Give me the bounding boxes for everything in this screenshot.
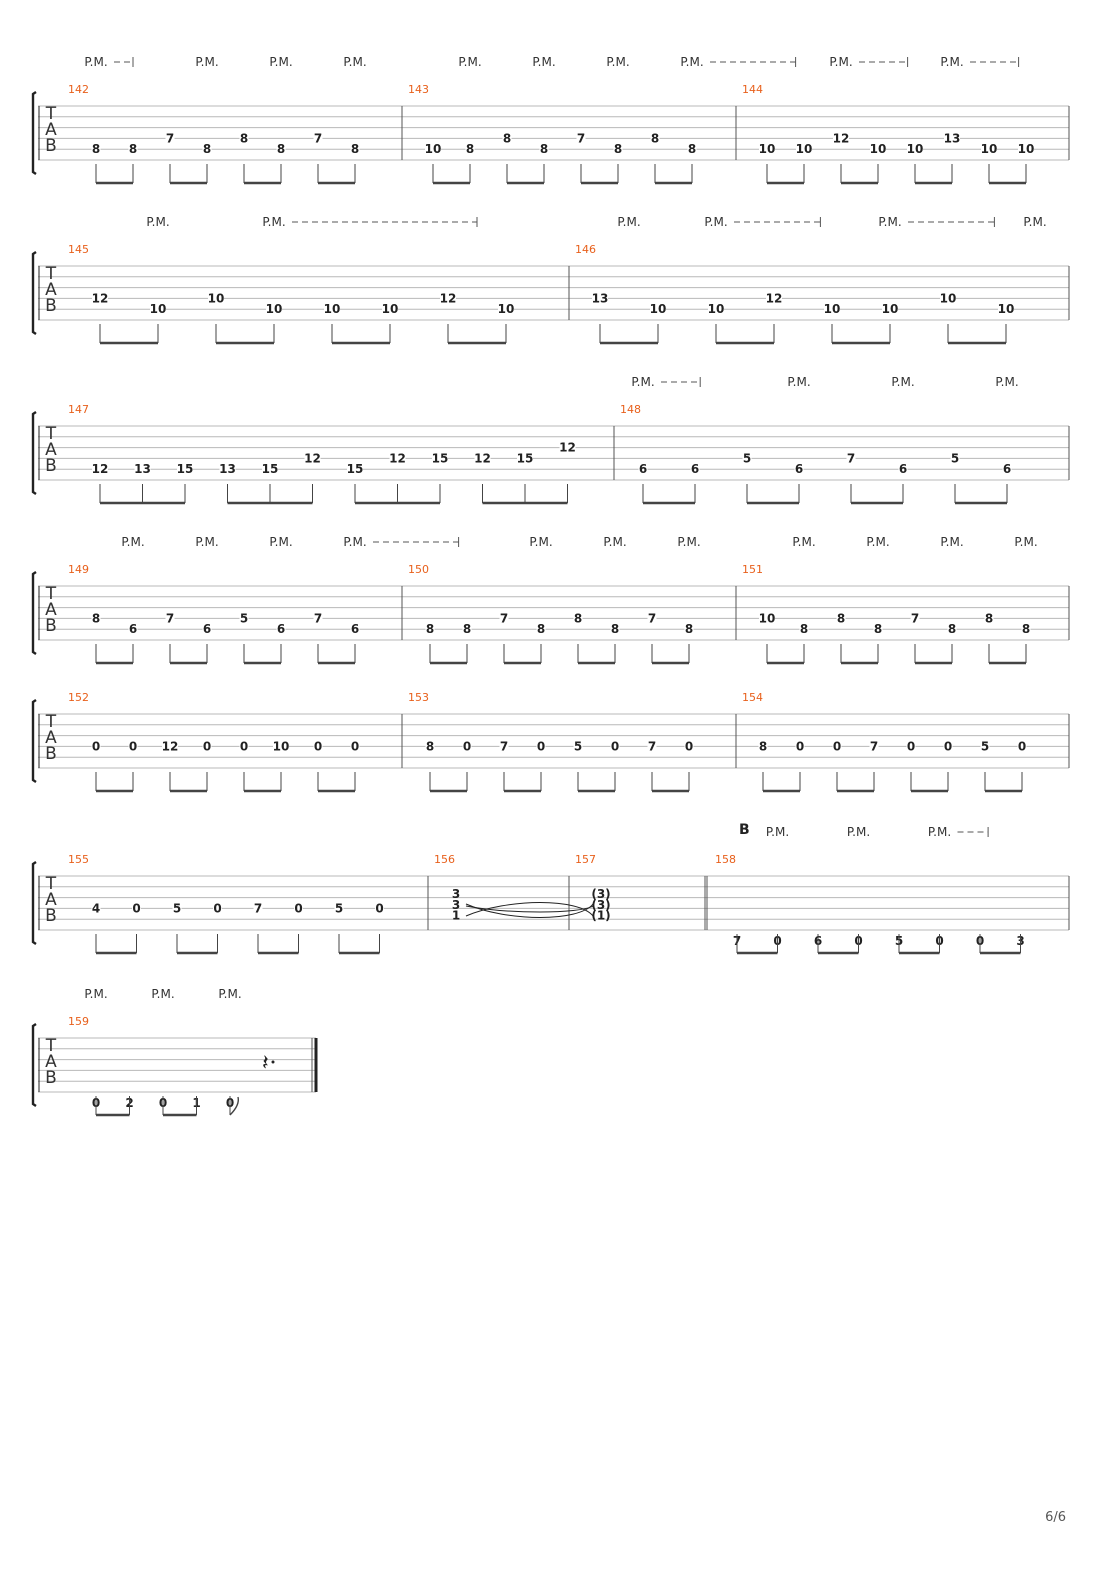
chord-note: (1) bbox=[591, 908, 611, 923]
bar-number: 152 bbox=[68, 691, 89, 704]
palm-mute-label: P.M. bbox=[218, 987, 242, 1001]
bar-number: 143 bbox=[408, 83, 429, 96]
fret-number: 7 bbox=[576, 131, 586, 146]
fret-number: 8 bbox=[836, 611, 846, 626]
system-bracket bbox=[33, 700, 36, 782]
fret-number: 6 bbox=[690, 462, 700, 477]
fret-number: 8 bbox=[758, 739, 768, 754]
fret-number: 0 bbox=[128, 739, 138, 754]
palm-mute-label: P.M. bbox=[269, 535, 293, 549]
fret-number: 8 bbox=[613, 142, 623, 157]
fret-number: 15 bbox=[346, 462, 364, 477]
fret-number: 0 bbox=[832, 739, 842, 754]
palm-mute-label: P.M. bbox=[878, 215, 902, 229]
fret-number: 5 bbox=[980, 739, 990, 754]
fret-number: 8 bbox=[128, 142, 138, 157]
fret-number: 6 bbox=[813, 933, 823, 948]
fret-number: 5 bbox=[894, 933, 904, 948]
tab-clef-letter: A bbox=[45, 600, 57, 620]
fret-number: 10 bbox=[758, 611, 776, 626]
fret-number: 0 bbox=[943, 739, 953, 754]
fret-number: 8 bbox=[610, 622, 620, 637]
tab-clef-letter: T bbox=[45, 264, 57, 284]
fret-number: 5 bbox=[573, 739, 583, 754]
fret-number: 10 bbox=[758, 142, 776, 157]
fret-number: 0 bbox=[132, 901, 141, 916]
palm-mute-label: P.M. bbox=[84, 987, 108, 1001]
palm-mute-label: P.M. bbox=[84, 55, 108, 69]
fret-number: 10 bbox=[906, 142, 924, 157]
system-bracket bbox=[33, 412, 36, 494]
fret-number: 7 bbox=[846, 451, 856, 466]
fret-number: 15 bbox=[431, 451, 449, 466]
bar-number: 158 bbox=[715, 853, 736, 866]
fret-number: 8 bbox=[350, 142, 360, 157]
fret-number: 0 bbox=[91, 739, 101, 754]
fret-number: 8 bbox=[539, 142, 549, 157]
palm-mute-label: P.M. bbox=[1014, 535, 1038, 549]
fret-number: 10 bbox=[207, 291, 225, 306]
bar-number: 155 bbox=[68, 853, 89, 866]
rest-icon: 𝄽 bbox=[262, 1051, 269, 1076]
fret-number: 15 bbox=[516, 451, 534, 466]
fret-number: 8 bbox=[873, 622, 883, 637]
palm-mute-label: P.M. bbox=[146, 215, 170, 229]
fret-number: 0 bbox=[975, 933, 985, 948]
fret-number: 2 bbox=[125, 1095, 134, 1110]
bar-number: 145 bbox=[68, 243, 89, 256]
fret-number: 10 bbox=[1017, 142, 1035, 157]
fret-number: 10 bbox=[823, 302, 841, 317]
fret-number: 12 bbox=[832, 131, 850, 146]
fret-number: 12 bbox=[389, 451, 406, 466]
fret-number: 8 bbox=[239, 131, 249, 146]
palm-mute-label: P.M. bbox=[787, 375, 811, 389]
fret-number: 0 bbox=[795, 739, 805, 754]
tab-clef-letter: B bbox=[45, 616, 57, 636]
fret-number: 12 bbox=[91, 462, 109, 477]
fret-number: 0 bbox=[202, 739, 212, 754]
fret-number: 7 bbox=[732, 933, 742, 948]
fret-number: 10 bbox=[707, 302, 725, 317]
fret-number: 10 bbox=[497, 302, 515, 317]
fret-number: 15 bbox=[176, 462, 194, 477]
system-bracket bbox=[33, 572, 36, 654]
fret-number: 8 bbox=[465, 142, 475, 157]
bar-number: 156 bbox=[434, 853, 455, 866]
fret-number: 10 bbox=[980, 142, 998, 157]
fret-number: 0 bbox=[294, 901, 303, 916]
chord-note: 3 bbox=[451, 887, 461, 901]
palm-mute-label: P.M. bbox=[765, 825, 790, 839]
chord-note: 1 bbox=[451, 908, 461, 923]
fret-number: 7 bbox=[165, 611, 175, 626]
fret-number: 8 bbox=[1021, 622, 1031, 637]
system-bracket bbox=[33, 1024, 36, 1106]
fret-number: 0 bbox=[375, 901, 384, 916]
palm-mute-label: P.M. bbox=[269, 55, 293, 69]
fret-number: 0 bbox=[91, 1095, 101, 1110]
palm-mute-label: P.M. bbox=[704, 215, 728, 229]
palm-mute-label: P.M. bbox=[1023, 215, 1047, 229]
fret-number: 12 bbox=[439, 291, 457, 306]
fret-number: 6 bbox=[202, 622, 212, 637]
fret-number: 6 bbox=[350, 622, 360, 637]
chord-note: (3) bbox=[591, 897, 611, 912]
fret-number: 10 bbox=[265, 302, 283, 317]
tab-clef-letter: A bbox=[45, 1052, 57, 1072]
tab-clef-letter: T bbox=[45, 104, 57, 124]
system-bracket bbox=[33, 862, 36, 944]
fret-number: 8 bbox=[425, 622, 435, 637]
fret-number: 10 bbox=[649, 302, 667, 317]
bar-number: 147 bbox=[68, 403, 89, 416]
tab-system bbox=[33, 375, 1069, 503]
system-bracket bbox=[33, 252, 36, 334]
tab-clef-letter: B bbox=[45, 1068, 57, 1088]
fret-number: 13 bbox=[943, 131, 961, 146]
palm-mute-label: P.M. bbox=[262, 215, 286, 229]
system-bracket bbox=[33, 92, 36, 174]
fret-number: 12 bbox=[161, 739, 179, 754]
fret-number: 6 bbox=[898, 462, 908, 477]
palm-mute-label: P.M. bbox=[151, 987, 175, 1001]
tab-clef-letter: A bbox=[45, 120, 57, 140]
fret-number: 13 bbox=[134, 462, 151, 477]
fret-number: 7 bbox=[647, 739, 657, 754]
fret-number: 8 bbox=[91, 142, 101, 157]
fret-number: 8 bbox=[984, 611, 994, 626]
bar-number: 154 bbox=[742, 691, 763, 704]
tab-system bbox=[33, 55, 1069, 183]
palm-mute-label: P.M. bbox=[631, 375, 655, 389]
fret-number: 10 bbox=[997, 302, 1015, 317]
fret-number: 6 bbox=[794, 462, 804, 477]
fret-number: 7 bbox=[253, 901, 263, 916]
fret-number: 7 bbox=[499, 611, 509, 626]
fret-number: 8 bbox=[687, 142, 697, 157]
tab-clef-letter: B bbox=[45, 136, 57, 156]
tab-clef-letter: T bbox=[45, 424, 57, 444]
fret-number: 12 bbox=[765, 291, 783, 306]
tab-system bbox=[33, 535, 1069, 663]
tab-system bbox=[33, 215, 1069, 343]
fret-number: 0 bbox=[610, 739, 620, 754]
fret-number: 15 bbox=[261, 462, 279, 477]
fret-number: 12 bbox=[304, 451, 321, 466]
fret-number: 3 bbox=[1016, 933, 1025, 948]
page-number: 6/6 bbox=[1045, 1510, 1066, 1525]
tab-clef-letter: B bbox=[45, 744, 57, 764]
fret-number: 7 bbox=[910, 611, 920, 626]
fret-number: 8 bbox=[650, 131, 660, 146]
fret-number: 6 bbox=[638, 462, 648, 477]
bar-number: 157 bbox=[575, 853, 596, 866]
fret-number: 12 bbox=[474, 451, 491, 466]
fret-number: 10 bbox=[149, 302, 167, 317]
bar-number: 142 bbox=[68, 83, 89, 96]
fret-number: 1 bbox=[192, 1095, 201, 1110]
palm-mute-label: P.M. bbox=[866, 535, 890, 549]
fret-number: 8 bbox=[276, 142, 286, 157]
fret-number: 7 bbox=[313, 611, 323, 626]
palm-mute-label: P.M. bbox=[677, 535, 701, 549]
fret-number: 5 bbox=[172, 901, 182, 916]
tab-clef-letter: T bbox=[45, 874, 57, 894]
fret-number: 10 bbox=[272, 739, 290, 754]
fret-number: 5 bbox=[742, 451, 752, 466]
fret-number: 0 bbox=[158, 1095, 168, 1110]
fret-number: 5 bbox=[334, 901, 344, 916]
tab-system bbox=[33, 691, 1069, 791]
fret-number: 0 bbox=[462, 739, 472, 754]
fret-number: 0 bbox=[225, 1095, 235, 1110]
palm-mute-label: P.M. bbox=[603, 535, 627, 549]
palm-mute-label: P.M. bbox=[529, 535, 553, 549]
fret-number: 0 bbox=[684, 739, 694, 754]
tab-clef-letter: T bbox=[45, 584, 57, 604]
palm-mute-label: P.M. bbox=[195, 55, 219, 69]
fret-number: 5 bbox=[950, 451, 960, 466]
fret-number: 8 bbox=[91, 611, 101, 626]
palm-mute-label: P.M. bbox=[121, 535, 145, 549]
palm-mute-label: P.M. bbox=[846, 825, 871, 839]
tab-clef-letter: A bbox=[45, 890, 57, 910]
tab-system bbox=[33, 822, 1069, 953]
fret-number: 0 bbox=[239, 739, 249, 754]
fret-number: 0 bbox=[1017, 739, 1027, 754]
palm-mute-label: P.M. bbox=[458, 55, 482, 69]
palm-mute-label: P.M. bbox=[792, 535, 816, 549]
bar-number: 159 bbox=[68, 1015, 89, 1028]
tab-clef-letter: A bbox=[45, 280, 57, 300]
tab-clef-letter: T bbox=[45, 1036, 57, 1056]
tab-clef-letter: A bbox=[45, 728, 57, 748]
palm-mute-label: P.M. bbox=[680, 55, 704, 69]
fret-number: 10 bbox=[939, 291, 957, 306]
bar-number: 150 bbox=[408, 563, 429, 576]
fret-number: 0 bbox=[313, 739, 323, 754]
fret-number: 8 bbox=[425, 739, 435, 754]
fret-number: 0 bbox=[213, 901, 222, 916]
fret-number: 10 bbox=[381, 302, 399, 317]
fret-number: 0 bbox=[773, 933, 782, 948]
fret-number: 6 bbox=[1002, 462, 1012, 477]
fret-number: 4 bbox=[91, 901, 101, 916]
fret-number: 7 bbox=[165, 131, 175, 146]
rest-dot bbox=[272, 1061, 275, 1064]
palm-mute-label: P.M. bbox=[343, 55, 367, 69]
fret-number: 5 bbox=[239, 611, 249, 626]
fret-number: 7 bbox=[869, 739, 879, 754]
fret-number: 10 bbox=[424, 142, 442, 157]
fret-number: 8 bbox=[684, 622, 694, 637]
chord-note: 3 bbox=[451, 897, 461, 912]
fret-number: 13 bbox=[591, 291, 609, 306]
fret-number: 10 bbox=[323, 302, 341, 317]
fret-number: 8 bbox=[536, 622, 546, 637]
fret-number: 7 bbox=[313, 131, 323, 146]
bar-number: 146 bbox=[575, 243, 596, 256]
palm-mute-label: P.M. bbox=[927, 825, 952, 839]
bar-number: 148 bbox=[620, 403, 641, 416]
fret-number: 10 bbox=[869, 142, 887, 157]
tab-clef-letter: T bbox=[45, 712, 57, 732]
palm-mute-label: P.M. bbox=[532, 55, 556, 69]
palm-mute-label: P.M. bbox=[891, 375, 915, 389]
fret-number: 0 bbox=[906, 739, 916, 754]
fret-number: 6 bbox=[128, 622, 138, 637]
section-marker: B bbox=[739, 822, 750, 838]
palm-mute-label: P.M. bbox=[195, 535, 219, 549]
fret-number: 0 bbox=[536, 739, 546, 754]
tab-system bbox=[33, 987, 316, 1115]
fret-number: 0 bbox=[854, 933, 863, 948]
fret-number: 12 bbox=[91, 291, 109, 306]
bar-number: 149 bbox=[68, 563, 89, 576]
chord-note: (3) bbox=[591, 887, 611, 901]
fret-number: 6 bbox=[276, 622, 286, 637]
bar-number: 153 bbox=[408, 691, 429, 704]
fret-number: 7 bbox=[647, 611, 657, 626]
fret-number: 0 bbox=[935, 933, 944, 948]
fret-number: 8 bbox=[573, 611, 583, 626]
fret-number: 8 bbox=[799, 622, 809, 637]
fret-number: 12 bbox=[559, 440, 576, 455]
fret-number: 8 bbox=[202, 142, 212, 157]
palm-mute-label: P.M. bbox=[940, 535, 964, 549]
fret-number: 10 bbox=[881, 302, 899, 317]
palm-mute-label: P.M. bbox=[940, 55, 964, 69]
bar-number: 144 bbox=[742, 83, 763, 96]
tab-clef-letter: B bbox=[45, 296, 57, 316]
fret-number: 10 bbox=[795, 142, 813, 157]
fret-number: 8 bbox=[947, 622, 957, 637]
tab-clef-letter: B bbox=[45, 456, 57, 476]
tab-clef-letter: A bbox=[45, 440, 57, 460]
palm-mute-label: P.M. bbox=[617, 215, 641, 229]
bar-number: 151 bbox=[742, 563, 763, 576]
fret-number: 0 bbox=[350, 739, 360, 754]
palm-mute-label: P.M. bbox=[606, 55, 630, 69]
fret-number: 8 bbox=[502, 131, 512, 146]
palm-mute-label: P.M. bbox=[829, 55, 853, 69]
fret-number: 13 bbox=[219, 462, 236, 477]
tab-clef-letter: B bbox=[45, 906, 57, 926]
fret-number: 7 bbox=[499, 739, 509, 754]
palm-mute-label: P.M. bbox=[343, 535, 367, 549]
palm-mute-label: P.M. bbox=[995, 375, 1019, 389]
fret-number: 8 bbox=[462, 622, 472, 637]
